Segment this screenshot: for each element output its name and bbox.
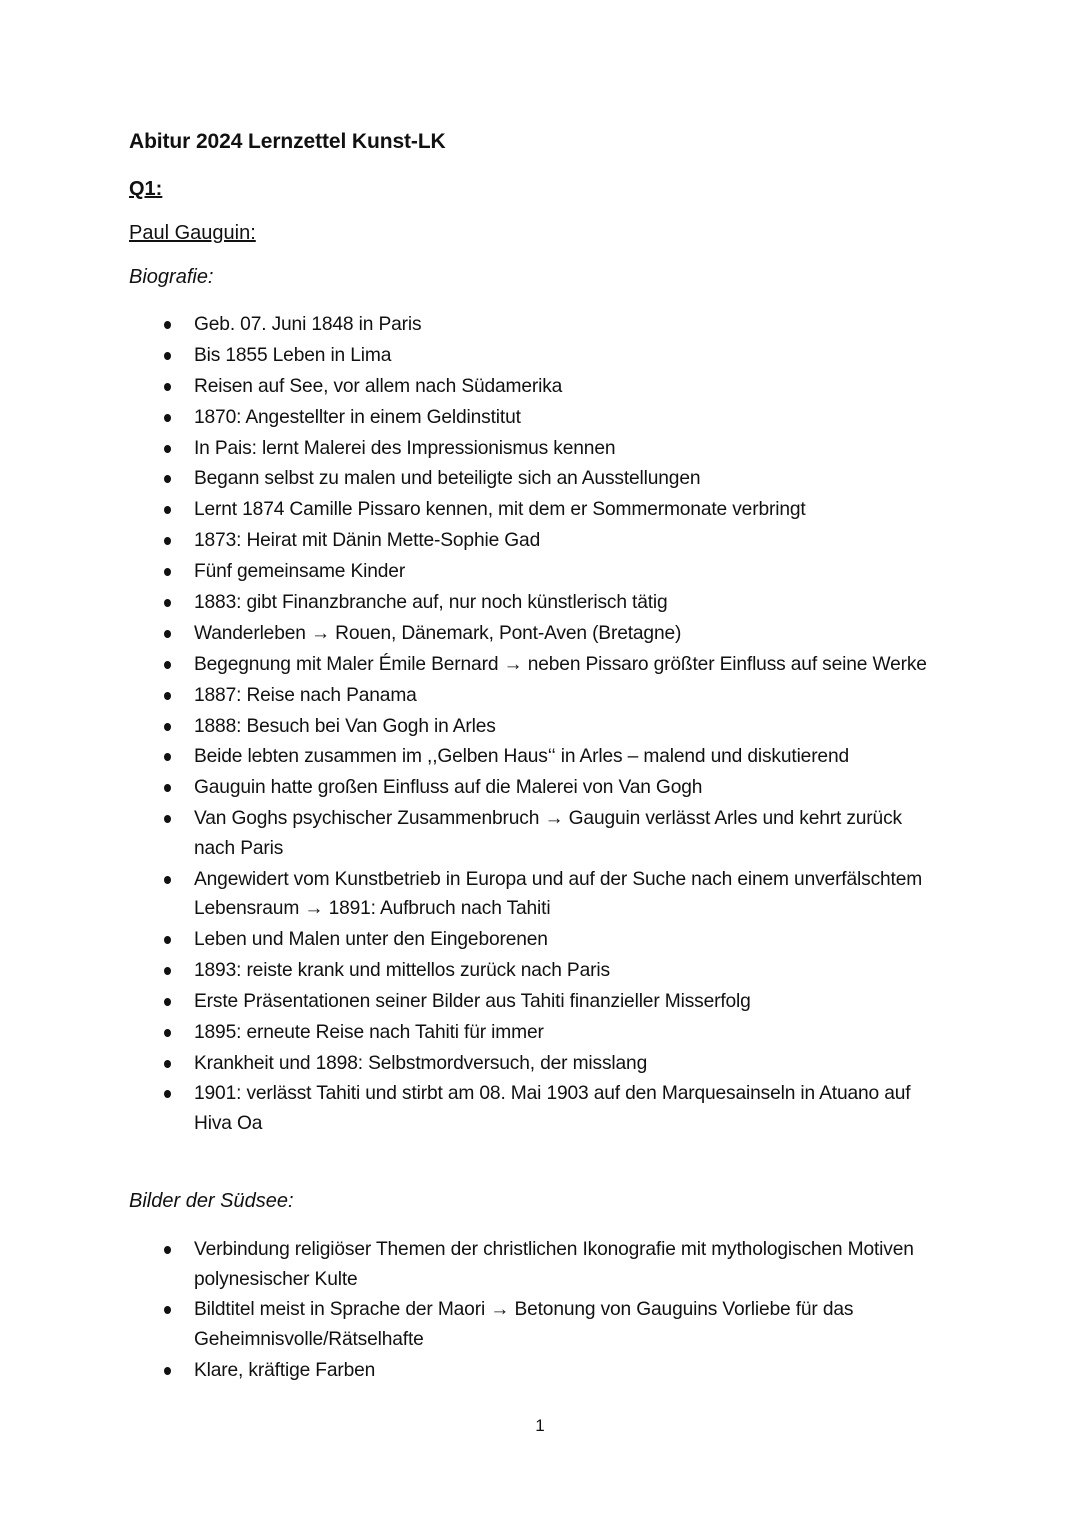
list-item: 1901: verlässt Tahiti und stirbt am 08. Mai 1903 auf den Marquesainseln in Atuano auf Hiva Oa — [129, 1079, 939, 1138]
list-item: Begann selbst zu malen und beteiligte sich an Ausstellungen — [129, 464, 939, 494]
list-item: Leben und Malen unter den Eingeborenen — [129, 925, 939, 955]
artist-heading: Paul Gauguin: — [129, 222, 256, 244]
list-item: Gauguin hatte großen Einfluss auf die Malerei von Van Gogh — [129, 773, 939, 803]
biography-heading: Biografie: — [129, 266, 214, 288]
list-item: Verbindung religiöser Themen der christlichen Ikonografie mit mythologischen Motiven polynesischer Kulte — [129, 1235, 939, 1294]
list-item: Fünf gemeinsame Kinder — [129, 557, 939, 587]
south-seas-heading: Bilder der Südsee: — [129, 1190, 294, 1212]
biography-list — [129, 310, 939, 1140]
list-item: Angewidert vom Kunstbetrieb in Europa und auf der Suche nach einem unverfälschtem Lebensraum → 1891: Aufbruch nach Tahiti — [129, 865, 939, 924]
south-seas-list — [129, 1235, 939, 1387]
list-item: 1873: Heirat mit Dänin Mette-Sophie Gad — [129, 526, 939, 556]
list-item: Geb. 07. Juni 1848 in Paris — [129, 310, 939, 340]
list-item: 1895: erneute Reise nach Tahiti für immer — [129, 1018, 939, 1048]
list-item: 1883: gibt Finanzbranche auf, nur noch künstlerisch tätig — [129, 588, 939, 618]
list-item: Erste Präsentationen seiner Bilder aus Tahiti finanzieller Misserfolg — [129, 987, 939, 1017]
list-item: In Pais: lernt Malerei des Impressionismus kennen — [129, 434, 939, 464]
list-item: Van Goghs psychischer Zusammenbruch → Gauguin verlässt Arles und kehrt zurück nach Paris — [129, 804, 939, 863]
list-item: Krankheit und 1898: Selbstmordversuch, der misslang — [129, 1049, 939, 1079]
section-heading: Q1: — [129, 178, 163, 200]
list-item: Beide lebten zusammen im ,,Gelben Haus‘‘ in Arles – malend und diskutierend — [129, 742, 939, 772]
list-item: Lernt 1874 Camille Pissaro kennen, mit dem er Sommermonate verbringt — [129, 495, 939, 525]
list-item: Bis 1855 Leben in Lima — [129, 341, 939, 371]
page-number: 1 — [535, 1416, 545, 1435]
list-item: Bildtitel meist in Sprache der Maori → Betonung von Gauguins Vorliebe für das Geheimnisvolle/Rätselhafte — [129, 1295, 939, 1354]
list-item: 1893: reiste krank und mittellos zurück nach Paris — [129, 956, 939, 986]
list-item: 1870: Angestellter in einem Geldinstitut — [129, 403, 939, 433]
list-item: 1888: Besuch bei Van Gogh in Arles — [129, 712, 939, 742]
list-item: Wanderleben → Rouen, Dänemark, Pont-Aven (Bretagne) — [129, 619, 939, 649]
list-item: 1887: Reise nach Panama — [129, 681, 939, 711]
document-title: Abitur 2024 Lernzettel Kunst-LK — [129, 130, 446, 153]
list-item: Begegnung mit Maler Émile Bernard → neben Pissaro größter Einfluss auf seine Werke — [129, 650, 939, 680]
list-item: Klare, kräftige Farben — [129, 1356, 939, 1386]
list-item: Reisen auf See, vor allem nach Südamerika — [129, 372, 939, 402]
